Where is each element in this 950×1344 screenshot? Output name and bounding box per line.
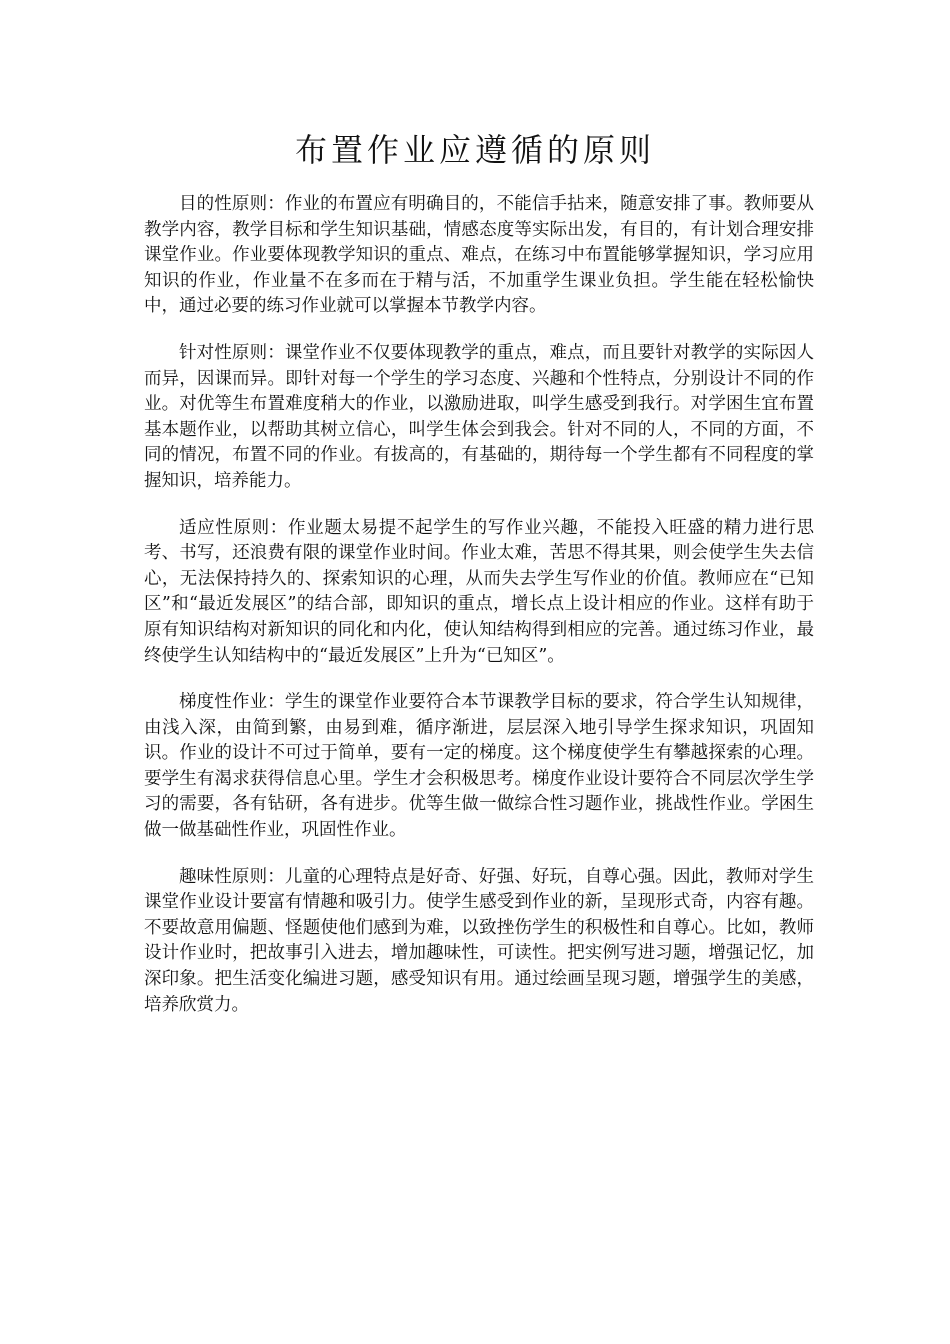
paragraph-targeting-principle: 针对性原则：课堂作业不仅要体现教学的重点，难点，而且要针对教学的实际因人而异，因课而异。即针对每一个学生的学习态度、兴趣和个性特点，分别设计不同的作业。对优等生布置难度稍大的作业，以激励进取，叫学生感受到我行。对学困生宜布置基本题作业，以帮助其树立信心，叫学生体会到我会。针对不同的人，不同的方面，不同的情况，布置不同的作业。有拔高的，有基础的，期待每一个学生都有不同程度的掌握知识，培养能力。 <box>144 342 814 491</box>
paragraph-gradient-assignment: 梯度性作业：学生的课堂作业要符合本节课教学目标的要求，符合学生认知规律，由浅入深，由简到繁，由易到难，循序渐进，层层深入地引导学生探求知识，巩固知识。作业的设计不可过于简单，要有一定的梯度。这个梯度使学生有攀越探索的心理。要学生有渴求获得信息心里。学生才会积极思考。梯度作业设计要符合不同层次学生学习的需要，各有钻研，各有进步。优等生做一做综合性习题作业，挑战性作业。学困生做一做基础性作业，巩固性作业。 <box>144 692 814 841</box>
document-body <box>144 192 814 1039</box>
paragraph-purpose-principle: 目的性原则：作业的布置应有明确目的，不能信手拈来，随意安排了事。教师要从教学内容，教学目标和学生知识基础，情感态度等实际出发，有目的，有计划合理安排课堂作业。作业要体现教学知识的重点、难点，在练习中布置能够掌握知识，学习应用知识的作业，作业量不在多而在于精与活，不加重学生课业负担。学生能在轻松愉快中，通过必要的练习作业就可以掌握本节教学内容。 <box>144 194 814 317</box>
paragraph-interest-principle: 趣味性原则：儿童的心理特点是好奇、好强、好玩，自尊心强。因此，教师对学生课堂作业设计要富有情趣和吸引力。使学生感受到作业的新，呈现形式奇，内容有趣。不要故意用偏题、怪题使他们感到为难，以致挫伤学生的积极性和自尊心。比如，教师设计作业时，把故事引入进去，增加趣味性，可读性。把实例写进习题，增强记忆，加深印象。把生活变化编进习题，感受知识有用。通过绘画呈现习题，增强学生的美感，培养欣赏力。 <box>144 866 814 1015</box>
document-title: 布置作业应遵循的原则 <box>294 131 655 169</box>
paragraph-adaptability-principle: 适应性原则：作业题太易提不起学生的写作业兴趣，不能投入旺盛的精力进行思考、书写，还浪费有限的课堂作业时间。作业太难，苦思不得其果，则会使学生失去信心，无法保持持久的、探索知识的心理，从而失去学生写作业的价值。教师应在“已知区”和“最近发展区”的结合部，即知识的重点，增长点上设计相应的作业。这样有助于原有知识结构对新知识的同化和内化，使认知结构得到相应的完善。通过练习作业，最终使学生认知结构中的“最近发展区”上升为“已知区”。 <box>144 517 814 666</box>
